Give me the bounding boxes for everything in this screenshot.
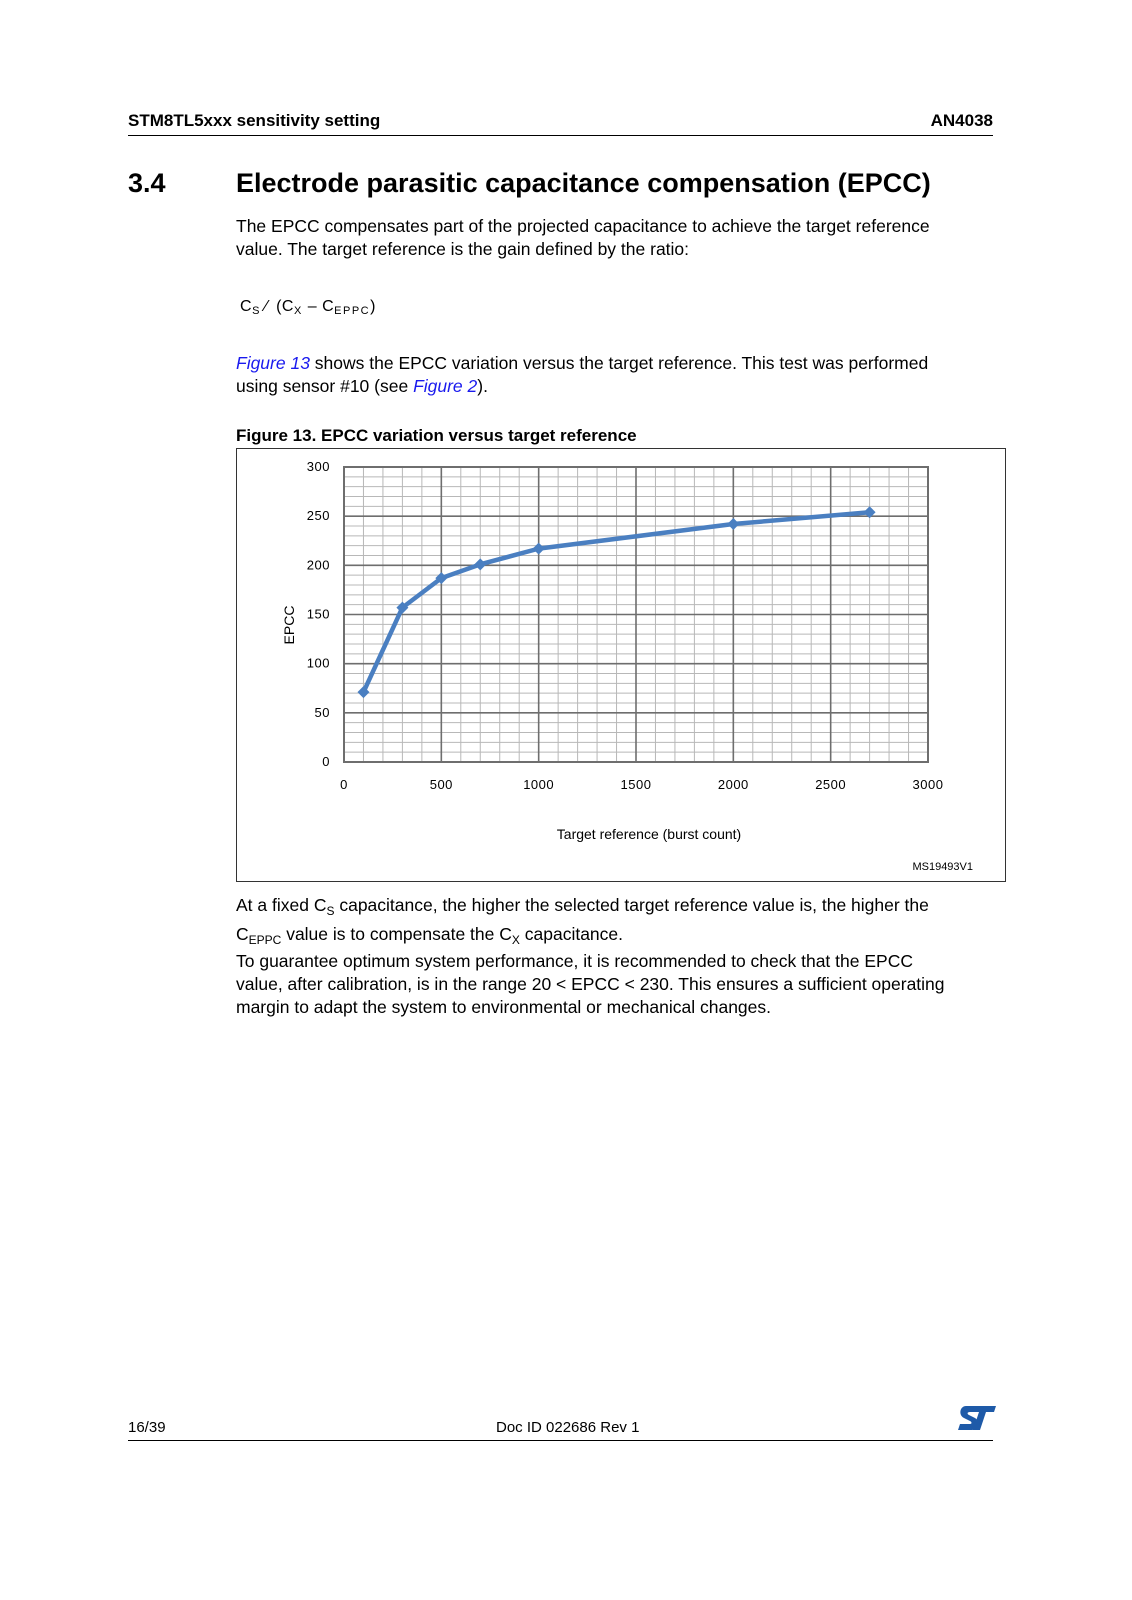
p2-text-c: capacitance. [519,924,624,944]
p2-text-a: C [236,924,249,944]
formula-open: (C [276,298,294,315]
formula-sub-s: S [252,305,261,317]
header-rule [128,135,993,136]
st-logo-icon [956,1404,998,1439]
formula-sub-x: X [293,305,303,317]
intro-line-2: value. The target reference is the gain defined by the ratio: [236,239,690,259]
figure-reference-paragraph [236,352,996,398]
p2-sub-x: X [511,933,520,947]
ref-text-3: ). [477,376,488,396]
figure-caption: Figure 13. EPCC variation versus target reference [236,426,637,445]
y-tick-label: 100 [306,655,330,671]
y-tick-label: 150 [306,606,330,622]
figure-frame [236,448,1006,882]
formula-close: ) [370,298,376,315]
epcc-chart [237,449,1005,881]
final-line-3: margin to adapt the system to environmental or mechanical changes. [236,997,772,1017]
ratio-formula [240,298,376,317]
x-tick-label: 1000 [523,777,555,792]
formula-sub-eppc: EPPC [334,305,371,317]
section-title: Electrode parasitic capacitance compensation (EPCC) [236,168,931,198]
figure-id-label: MS19493V1 [912,861,973,873]
p1-sub-s: S [326,904,335,918]
p2-text-b: value is to compensate the C [281,924,512,944]
x-tick-label: 0 [340,777,348,792]
y-tick-label: 200 [306,557,330,573]
y-axis-label: EPCC [281,605,297,645]
x-axis-label: Target reference (burst count) [556,826,742,842]
p1-text-a: At a fixed C [236,895,327,915]
formula-slash: ⁄ [264,298,269,315]
ref-text-1: shows the EPCC variation versus the target reference. This test was performed [309,353,929,373]
final-line-1: To guarantee optimum system performance, it is recommended to check that the EPCC [236,951,913,971]
formula-c: C [240,298,253,315]
x-tick-label: 3000 [912,777,944,792]
intro-line-1: The EPCC compensates part of the projected capacitance to achieve the target reference [236,216,930,236]
capacitance-paragraph [236,894,996,952]
recommendation-paragraph [236,950,996,1019]
x-tick-label: 2000 [717,777,749,792]
final-line-2: value, after calibration, is in the range 20 < EPCC < 230. This ensures a sufficient operating [236,974,945,994]
data-point-marker [727,518,739,530]
header-section-title: STM8TL5xxx sensitivity setting [128,111,381,130]
figure-2-link[interactable]: Figure 2 [413,376,478,396]
data-point-marker [533,543,545,555]
intro-paragraph [236,215,996,261]
p1-text-b: capacitance, the higher the selected target reference value is, the higher the [334,895,929,915]
footer-rule [128,1440,993,1441]
doc-id: Doc ID 022686 Rev 1 [496,1419,640,1436]
y-tick-label: 0 [322,754,330,769]
y-tick-label: 250 [306,508,330,524]
page-number: 16/39 [128,1419,166,1436]
formula-minus: – C [302,298,335,315]
ref-text-2: using sensor #10 (see [236,376,414,396]
data-point-marker [474,558,486,570]
x-tick-label: 2500 [815,777,847,792]
p2-sub-eppc: EPPC [248,933,282,947]
y-tick-label: 50 [314,704,330,720]
figure-13-link[interactable]: Figure 13 [236,353,310,373]
header-doc-number: AN4038 [930,111,993,130]
y-tick-label: 300 [306,459,330,474]
x-tick-label: 500 [429,777,453,792]
section-number: 3.4 [128,168,166,198]
x-tick-label: 1500 [620,777,652,792]
